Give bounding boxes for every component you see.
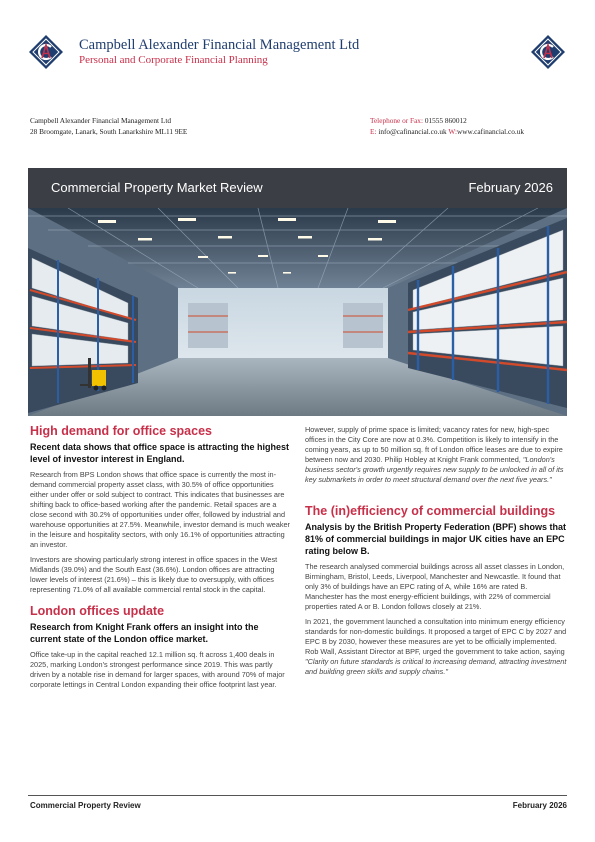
banner-date: February 2026 bbox=[468, 180, 553, 195]
paragraph bbox=[305, 617, 567, 677]
section-heading-efficiency: The (in)efficiency of commercial buildings bbox=[305, 504, 556, 518]
email-link[interactable]: info@cafinancial.co.uk bbox=[378, 127, 447, 136]
contact-company: Campbell Alexander Financial Management Ltd bbox=[30, 116, 172, 125]
right-column bbox=[305, 425, 567, 682]
title-banner bbox=[28, 168, 567, 208]
section-intro-london: Research from Knight Frank offers an insight into the current state of the London office market. bbox=[30, 622, 259, 644]
phone-number[interactable]: 01555 860012 bbox=[424, 116, 467, 125]
company-name: Campbell Alexander Financial Management Ltd bbox=[79, 37, 360, 53]
company-tagline: Personal and Corporate Financial Planning bbox=[79, 54, 268, 66]
section-heading-office-demand: High demand for office spaces bbox=[30, 424, 212, 438]
contact-street: 28 Broomgate, Lanark, South Lanarkshire ML11 9EE bbox=[30, 127, 188, 136]
web-label: W: bbox=[448, 127, 457, 136]
left-column bbox=[30, 424, 292, 695]
paragraph-text: In 2021, the government launched a consultation into minimum energy efficiency standards for non-domestic buildings. It proposed a target of EPC C by 2027 and EPC B by 2030, however these measures are yet to be officially implemented. Rob Wall, Assistant Director at BPF, urged the government to take action, saying bbox=[305, 617, 567, 656]
warehouse-hero-image bbox=[28, 208, 567, 416]
contact-address bbox=[30, 115, 187, 137]
email-label: E: bbox=[370, 127, 377, 136]
section-intro-efficiency: Analysis by the British Property Federation (BPF) shows that 81% of commercial buildings in major UK cities have an EPC rating below B. bbox=[305, 522, 567, 556]
company-logo-icon bbox=[28, 34, 64, 70]
section-intro-office-demand: Recent data shows that office space is attracting the highest level of investor interest in England. bbox=[30, 442, 290, 464]
email-web-line bbox=[370, 126, 524, 137]
paragraph-text: However, supply of prime space is limited; vacancy rates for new, high-spec offices in the City Core are now at 0.3%. Competition is likely to intensify in the coming years, as up to 50 million sq. ft of London office leases are due to expire between now and 2030. Philip Hobley at Knight Frank commented, bbox=[305, 425, 563, 464]
paragraph: Office take-up in the capital reached 12.1 million sq. ft across 1,400 deals in 2025, marking London's strongest performance since 2019. This was partly driven by a notable rise in demand for larger spaces, with around 70% of major corporate lettings in Central London expanding their office footprint last year. bbox=[30, 650, 285, 689]
paragraph: Research from BPS London shows that office space is currently the most in-demand commercial property asset class, with 30.5% of office opportunities either under offer or sold subject to contract. This indicates that businesses are shifting back to office-based working after the pandemic. Retail spaces are a close second with 30.2% of opportunities under offer, followed by industrial and warehouse opportunities at 27.5%. Meanwhile, investor demand is much weaker in the leisure and hospitality sectors, with only 16.1% of opportunities attracting an investor. bbox=[30, 470, 290, 549]
footer-title: Commercial Property Review bbox=[30, 801, 141, 810]
phone-line bbox=[370, 115, 524, 126]
quote: "London's business sector's growth urgently requires new supply to be unlocked in all of its key submarkets in order to meet structural demand over the next five years." bbox=[305, 455, 564, 484]
banner-title: Commercial Property Market Review bbox=[51, 180, 263, 195]
paragraph bbox=[305, 425, 567, 485]
footer-divider bbox=[28, 795, 567, 796]
paragraph: Investors are showing particularly strong interest in office spaces in the West Midlands (39.0%) and the South East (36.6%). London offices are attracting lower levels of interest (21.6%) – this is likely due to oversupply, with offices representing 71.0% of all available commercial rental stock in the capital. bbox=[30, 555, 278, 594]
paragraph: The research analysed commercial buildings across all asset classes in London, Birmingham, Bristol, Leeds, Liverpool, Manchester and Newcastle. It found that only 3% of buildings have an EPC rating of A, while 16% are rated B. Manchester has the most energy-efficient buildings, with 22% of commercial properties rated A or B. London follows closely at 21%. bbox=[305, 562, 565, 611]
footer-date: February 2026 bbox=[512, 801, 567, 810]
quote: "Clarity on future standards is critical to increasing demand, attracting investment and building green skills and supply chains." bbox=[305, 657, 567, 676]
section-heading-london: London offices update bbox=[30, 604, 165, 618]
web-link[interactable]: www.cafinancial.co.uk bbox=[457, 127, 524, 136]
contact-details bbox=[370, 115, 524, 137]
company-logo-icon bbox=[530, 34, 566, 70]
phone-label: Telephone or Fax: bbox=[370, 116, 423, 125]
